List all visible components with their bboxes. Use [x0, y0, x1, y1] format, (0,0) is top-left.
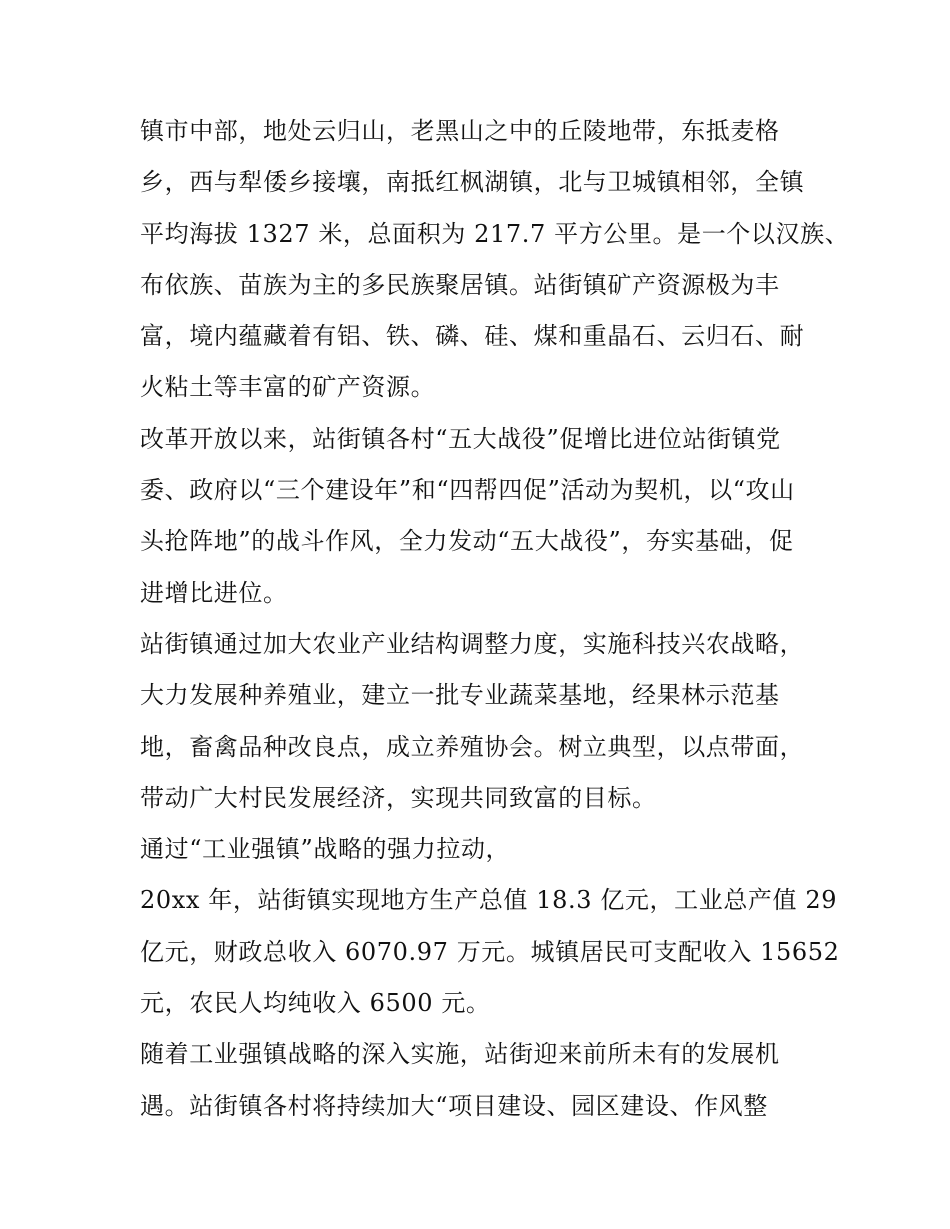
document-body: [140, 106, 850, 1132]
text-line: 亿元，财政总收入 6070.97 万元。城镇居民可支配收入 15652: [140, 937, 840, 966]
text-line: 进增比进位。: [140, 578, 288, 607]
text-line: 通过“工业强镇”战略的强力拉动，: [140, 835, 511, 864]
text-line: 随着工业强镇战略的深入实施，站街迎来前所未有的发展机: [140, 1040, 780, 1069]
text-line: 地，畜禽品种改良点，成立养殖协会。树立典型，以点带面，: [140, 732, 805, 761]
text-line: 平均海拔 1327 米，总面积为 217.7 平方公里。是一个以汉族、: [140, 219, 850, 248]
text-line: 改革开放以来，站街镇各村“五大战役”促增比进位站街镇党: [140, 424, 781, 453]
text-line: 镇市中部，地处云归山，老黑山之中的丘陵地带，东抵麦格: [140, 117, 780, 145]
text-line: 大力发展种养殖业，建立一批专业蔬菜基地，经果林示范基: [140, 681, 780, 710]
text-line: 元，农民人均纯收入 6500 元。: [140, 989, 491, 1018]
text-line: 富，境内蕴藏着有铝、铁、磷、硅、煤和重晶石、云归石、耐: [140, 322, 805, 351]
text-line: 20xx 年，站街镇实现地方生产总值 18.3 亿元，工业总产值 29: [140, 886, 838, 915]
text-line: 头抢阵地”的战斗作风，全力发动“五大战役”，夯实基础，促: [140, 527, 794, 556]
text-line: 火粘土等丰富的矿产资源。: [140, 373, 436, 402]
text-line: 站街镇通过加大农业产业结构调整力度，实施科技兴农战略，: [140, 629, 805, 658]
text-line: 布依族、苗族为主的多民族聚居镇。站街镇矿产资源极为丰: [140, 270, 780, 299]
text-line: 乡，西与犁倭乡接壤，南抵红枫湖镇，北与卫城镇相邻，全镇: [140, 168, 805, 197]
text-line: 带动广大村民发展经济，实现共同致富的目标。: [140, 783, 657, 812]
text-line: 委、政府以“三个建设年”和“四帮四促”活动为契机，以“攻山: [140, 476, 795, 505]
text-line: 遇。站街镇各村将持续加大“项目建设、园区建设、作风整: [140, 1091, 768, 1120]
